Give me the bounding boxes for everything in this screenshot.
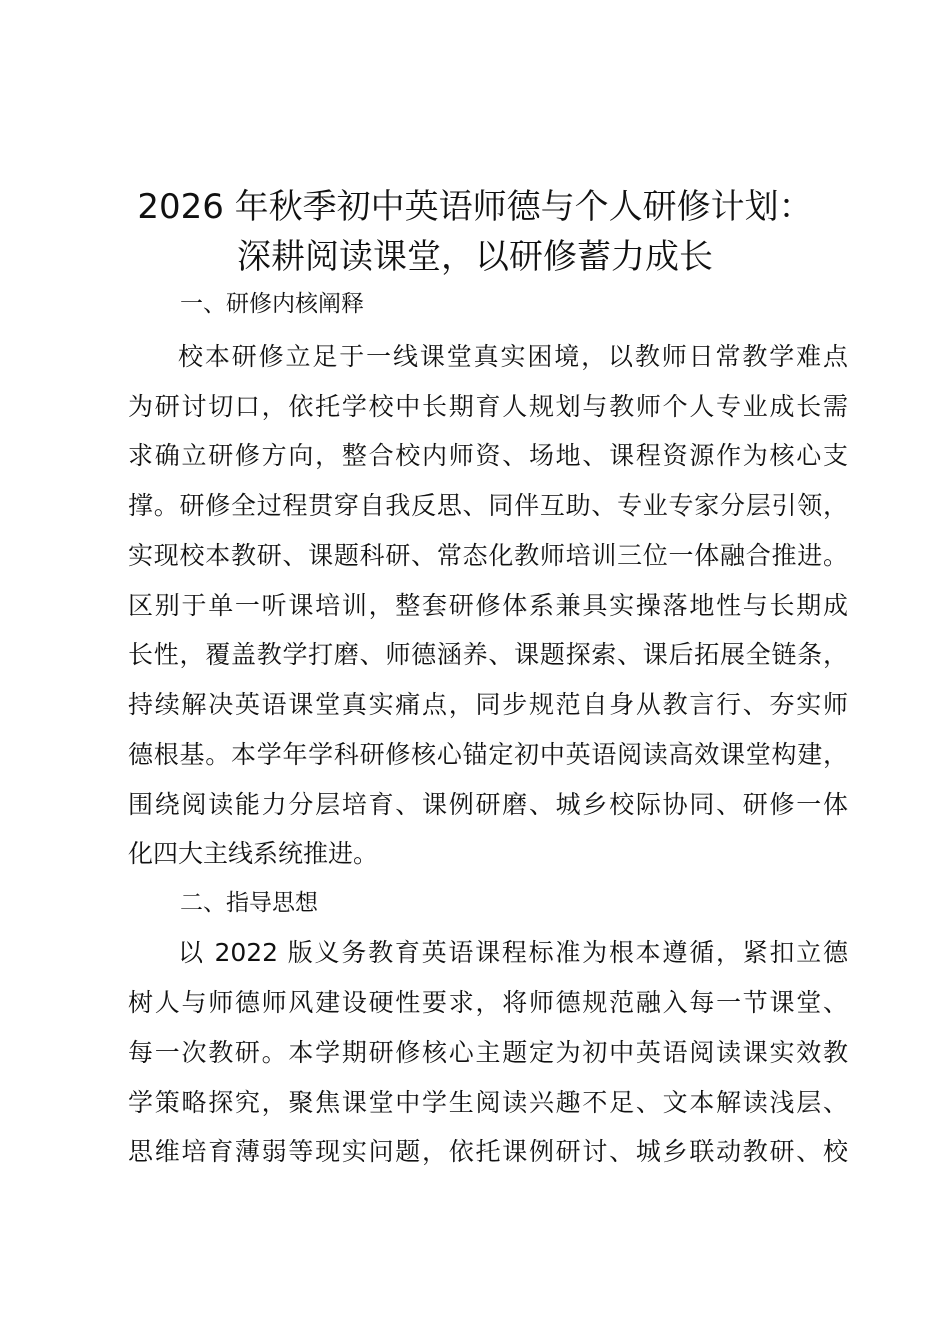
section-1-line: 校本研修立足于一线课堂真实困境，以教师日常教学难点 — [178, 342, 848, 371]
section-1-line: 求确立研修方向，整合校内师资、场地、课程资源作为核心支 — [128, 441, 848, 470]
section-1-line: 区别于单一听课培训，整套研修体系兼具实操落地性与长期成 — [128, 591, 848, 620]
section-2-heading: 二、指导思想 — [180, 890, 318, 916]
section-1-line: 围绕阅读能力分层培育、课例研磨、城乡校际协同、研修一体 — [128, 790, 848, 819]
section-2-line: 思维培育薄弱等现实问题，依托课例研讨、城乡联动教研、校 — [128, 1137, 848, 1166]
section-1-line: 长性，覆盖教学打磨、师德涵养、课题探索、课后拓展全链条， — [128, 640, 848, 669]
section-1-line: 为研讨切口，依托学校中长期育人规划与教师个人专业成长需 — [128, 392, 848, 421]
section-2-line: 每一次教研。本学期研修核心主题定为初中英语阅读课实效教 — [128, 1038, 848, 1067]
document-title-line-1: 2026 年秋季初中英语师德与个人研修计划： — [137, 187, 813, 227]
section-1-heading: 一、研修内核阐释 — [180, 291, 364, 317]
section-2-line: 树人与师德师风建设硬性要求，将师德规范融入每一节课堂、 — [128, 988, 848, 1017]
section-2-line: 以 2022 版义务教育英语课程标准为根本遵循，紧扣立德 — [178, 938, 848, 967]
section-1-line: 德根基。本学年学科研修核心锚定初中英语阅读高效课堂构建， — [128, 740, 848, 769]
section-1-line: 实现校本教研、课题科研、常态化教师培训三位一体融合推进。 — [128, 541, 848, 570]
section-1-line: 化四大主线系统推进。 — [128, 839, 379, 868]
section-2-line: 学策略探究，聚焦课堂中学生阅读兴趣不足、文本解读浅层、 — [128, 1088, 848, 1117]
document-title-line-2: 深耕阅读课堂，以研修蓄力成长 — [237, 237, 713, 277]
section-1-line: 持续解决英语课堂真实痛点，同步规范自身从教言行、夯实师 — [128, 690, 848, 719]
section-1-line: 撑。研修全过程贯穿自我反思、同伴互助、专业专家分层引领， — [128, 491, 848, 520]
